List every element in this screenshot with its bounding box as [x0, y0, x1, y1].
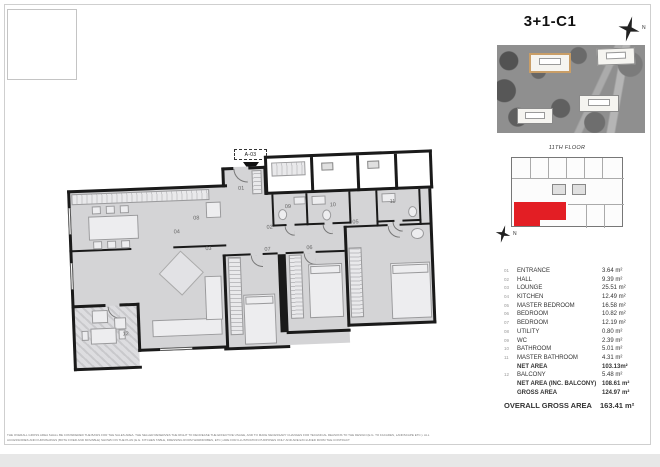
legend-row [504, 389, 652, 398]
room-area: 5.48 m² [602, 372, 623, 379]
entrance-marker-label: A-03 [234, 149, 267, 160]
room-label: ENTRANCE [517, 268, 551, 274]
keyplan-line [530, 158, 531, 178]
wall [394, 154, 398, 190]
room-area: 3.64 m² [602, 268, 623, 274]
room-label: BATHROOM [517, 346, 552, 353]
window [160, 347, 192, 351]
keyplan-line [568, 204, 624, 205]
plan-room-number: 02 [266, 224, 273, 231]
room-area: 124.97 m² [602, 389, 630, 396]
room-number: 08 [504, 328, 510, 334]
plan-room-number: 12 [122, 331, 129, 338]
area-schedule [504, 267, 652, 410]
plan-room-number: 09 [284, 203, 292, 211]
legend-row [504, 267, 652, 276]
keyplan-unit-highlight [540, 202, 566, 220]
legend-row [504, 284, 652, 293]
room-number: 05 [504, 302, 510, 308]
sink [311, 196, 325, 206]
keyplan-line [512, 178, 624, 179]
room-label: GROSS AREA [517, 389, 558, 396]
overall-gross-row [504, 402, 652, 410]
utility-appliance [206, 202, 222, 219]
building [517, 108, 553, 124]
room-number: 04 [504, 294, 510, 300]
building-core [525, 112, 545, 119]
plan-room-number: 03 [205, 245, 212, 253]
elevator [321, 162, 333, 170]
room-label: KITCHEN [517, 294, 544, 301]
chair [107, 241, 116, 249]
floor-caption: 11TH FLOOR [548, 145, 586, 151]
legend-row [504, 276, 652, 285]
room-number: 12 [504, 372, 510, 378]
building-core [605, 52, 626, 60]
unit-title: 3+1-C1 [523, 13, 577, 30]
area-schedule-rows [504, 267, 652, 397]
plan-room-number: 10 [329, 202, 337, 209]
room-label: MASTER BEDROOM [517, 302, 575, 309]
room-area: 9.39 m² [602, 276, 623, 283]
sofa [204, 276, 223, 321]
room-label: BEDROOM [517, 320, 549, 327]
entrance-closet [251, 170, 262, 194]
elevator [367, 160, 379, 168]
plan-room-number: 07 [264, 246, 271, 253]
floor-key-plan [511, 157, 623, 227]
room-label: NET AREA [517, 363, 548, 370]
room-number: 03 [504, 285, 510, 291]
plan-room-number: 06 [306, 245, 313, 252]
compass-north-icon [616, 16, 646, 42]
room-label: LOUNGE [517, 285, 543, 292]
room-label: WC [517, 337, 527, 344]
room-label: BEDROOM [517, 311, 549, 318]
disclaimer [7, 433, 442, 443]
legend-row [504, 328, 652, 337]
legend-row [504, 363, 652, 372]
wardrobe [289, 254, 304, 318]
chair [81, 331, 88, 341]
building-core [588, 99, 610, 106]
keyplan-line [584, 158, 585, 178]
pillow [310, 265, 340, 274]
dining-table [88, 215, 139, 241]
plan-room-number: 08 [193, 215, 200, 222]
legend-row [504, 302, 652, 311]
room-area: 103.13m² [602, 363, 628, 370]
room-area: 4.31 m² [602, 354, 623, 361]
chair [92, 206, 101, 214]
room-label: MASTER BATHROOM [517, 354, 578, 361]
legend-row [504, 293, 652, 302]
room-number: 02 [504, 276, 510, 282]
plan-room-number: 11 [389, 198, 396, 206]
plan-room-number: 05 [352, 219, 359, 226]
site-aerial-photo [497, 45, 645, 133]
room-area: 12.49 m² [602, 294, 626, 301]
keyplan-line [566, 158, 567, 178]
balcony-table [90, 328, 117, 345]
room-area: 5.01 m² [602, 346, 623, 353]
wall [221, 167, 233, 170]
legend-row [504, 345, 652, 354]
pillow [392, 264, 428, 274]
building-highlighted [529, 53, 571, 73]
wall [310, 157, 314, 193]
room-number: 10 [504, 346, 510, 352]
floor-plan [58, 148, 466, 378]
room-area: 108.61 m² [602, 380, 630, 387]
armchair [92, 310, 108, 324]
room-area: 2.39 m² [602, 337, 623, 344]
compass-letter: N [642, 25, 646, 31]
room-number: 01 [504, 268, 510, 273]
building [597, 47, 636, 65]
keyplan-compass-icon [494, 225, 520, 251]
pillow [245, 296, 273, 305]
logo-placeholder [7, 9, 77, 80]
compass-letter: N [513, 231, 517, 237]
overall-gross-area: 163.41 m² [600, 401, 635, 411]
disclaimer-line: THE OVERALL GROSS AREA SHALL BE CONSIDERED THE BASIS FOR THE SALES AREA. THE SELLER RESERVES THE RIGHT TO DECREASE THE EFFECTIVE USAGE, AND TO MAKE NECESSARY CHANGES FOR TECHNICAL REASONS TO THE DESIGN (E.G. TO FACADES, LANDSCAPE ETC.). ALL [7, 433, 430, 437]
chair [120, 205, 129, 213]
legend-row [504, 354, 652, 363]
room-label: UTILITY [517, 328, 540, 335]
keyplan-core [552, 184, 566, 195]
chair [93, 241, 102, 249]
room-area: 16.58 m² [602, 302, 626, 309]
building [579, 95, 619, 112]
wall [356, 155, 360, 191]
stairs [271, 161, 306, 176]
sofa [152, 318, 223, 338]
plan-room-number: 04 [173, 229, 180, 236]
legend-row [504, 371, 652, 380]
chair [121, 240, 130, 248]
room-number: 07 [504, 320, 510, 326]
room-label: NET AREA (INC. BALCONY) [517, 380, 597, 387]
plan-room-number: 01 [238, 185, 245, 192]
keyplan-line [602, 158, 603, 178]
keyplan-core [572, 184, 586, 195]
keyplan-unit-highlight [514, 202, 540, 226]
legend-row [504, 337, 652, 346]
overall-gross-label: OVERALL GROSS AREA [504, 401, 592, 411]
keyplan-line [604, 204, 605, 228]
legend-row [504, 310, 652, 319]
page-edge-band [0, 454, 660, 467]
room-area: 25.51 m² [602, 285, 626, 292]
building-core [539, 58, 561, 65]
keyplan-line [548, 158, 549, 178]
room-area: 10.82 m² [602, 311, 626, 318]
room-label: BALCONY [517, 372, 546, 379]
wardrobe [348, 247, 364, 317]
room-area: 0.80 m² [602, 328, 623, 335]
room-number: 06 [504, 311, 510, 317]
disclaimer-line: ACCESSORIES AND FURNISHINGS (BOTH FIXED AND MOVABLE) SHOWN ON THE PLAN (E.G. KITCHEN TABLE, DRESSING ROOM WARDROBES, ETC.) ARE FOR ILLUSTRATION PURPOSES ONLY AND ARE EXCLUDED FROM THE CONTRACT [7, 438, 350, 442]
chair [106, 206, 115, 214]
room-number: 11 [504, 354, 509, 360]
legend-row [504, 380, 652, 389]
room-number: 09 [504, 337, 510, 343]
sink [293, 196, 305, 204]
legend-row [504, 319, 652, 328]
room-label: HALL [517, 276, 533, 283]
keyplan-line [586, 204, 587, 228]
room-area: 12.19 m² [602, 320, 626, 327]
